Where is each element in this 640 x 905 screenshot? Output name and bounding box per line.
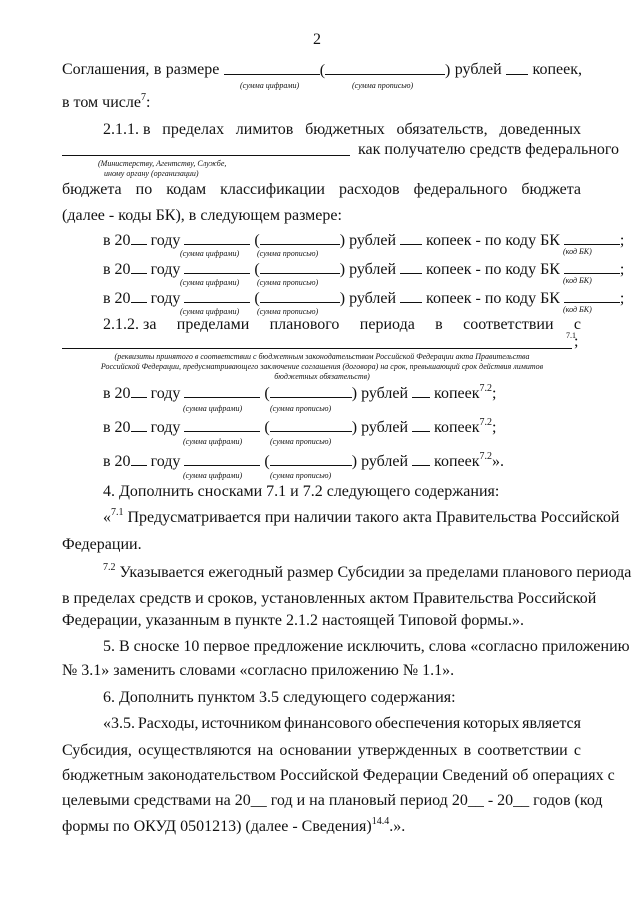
fn71-line2: Федерации. <box>62 536 142 553</box>
hint-row1-words: (сумма прописью) <box>257 249 319 258</box>
p35-line4: целевыми средствами на 20__ год и на плановый период 20__ - 20__ годов (код <box>62 792 603 809</box>
item-4: 4. Дополнить сносками 7.1 и 7.2 следующего содержания: <box>103 483 500 500</box>
word: 2.1.1. в <box>103 121 151 138</box>
item-6: 6. Дополнить пунктом 3.5 следующего содержания: <box>103 689 456 706</box>
p35-line5: формы по ОКУД 0501213) (далее - Сведения)$^{14.4}$.». <box>62 815 406 835</box>
word: бюджета <box>62 181 122 198</box>
amount-digits-blank[interactable]: ( ) <box>224 60 451 81</box>
item-5-line2: № 3.1» заменить словами «согласно приложению № 1.1». <box>62 662 455 679</box>
fn72-line3: Федерации, указанным в пункте 2.1.2 настоящей Типовой формы.». <box>62 612 525 629</box>
word: кодам <box>166 181 207 198</box>
p35-line1: «3.5. Расходы, источником финансового обеспечения которых является <box>103 715 581 732</box>
hint-y2-words: (сумма прописью) <box>270 437 332 446</box>
yr2-row-2: в 20 году ( ) рублей копеек$^{7.2}$; <box>103 416 497 436</box>
p212-semicolon: ; <box>574 333 579 350</box>
recipient-blank[interactable] <box>62 155 350 156</box>
hint-row3-digits: (сумма цифрами) <box>180 307 240 316</box>
hint-ministry: (Министерству, Агентству, Службе, <box>98 159 227 168</box>
p211-line4: (далее - коды БК), в следующем размере: <box>62 207 342 224</box>
hint-act-3: бюджетных обязательств) <box>274 372 370 381</box>
word: доведенных <box>499 121 581 138</box>
word: лимитов <box>235 121 294 138</box>
word: по <box>135 181 153 198</box>
fn72-line2: в пределах средств и сроков, установленных актом Правительства Российской <box>62 590 597 607</box>
year-row-2: в 20 году ( ) рублей копеек - по коду БК ; <box>103 261 625 278</box>
kopeck-blank[interactable] <box>506 60 528 81</box>
word: рублей <box>454 61 502 78</box>
fn72-line1: $^{7.2}$ Указывается ежегодный размер Субсидии за пределами планового периода <box>103 561 632 581</box>
p211-line3 <box>62 180 581 200</box>
item-5-line1: 5. В сноске 10 первое предложение исключить, слова «согласно приложению <box>103 638 630 655</box>
fn71-line1: «$^{7.1}$ Предусматривается при наличии такого акта Правительства Российской <box>103 506 620 526</box>
p211-line1 <box>103 120 581 140</box>
hint-words: (сумма прописью) <box>352 81 414 90</box>
footnote-ref: 7 <box>140 91 146 103</box>
word: пределах <box>162 121 225 138</box>
yr2-row-1: в 20 году ( ) рублей копеек$^{7.2}$; <box>103 382 497 402</box>
word: расходов <box>338 181 400 198</box>
year-row-3: в 20 году ( ) рублей копеек - по коду БК ; <box>103 290 625 307</box>
hint-row2-words: (сумма прописью) <box>257 278 319 287</box>
word: федерального <box>413 181 508 198</box>
word: размере <box>165 61 220 78</box>
hint-digits: (сумма цифрами) <box>240 81 300 90</box>
line-agreement-amount <box>62 60 582 81</box>
hint-act-1: (реквизиты принятого в соответствии с бюджетным законодательством Российской Федерации акта Правительства <box>114 352 530 361</box>
word: копеек, <box>532 61 582 78</box>
p212-sup: 7.1 <box>566 331 576 340</box>
hint-row3-code: (код БК) <box>563 305 592 314</box>
word: Соглашения, <box>62 61 150 78</box>
act-details-blank[interactable] <box>62 348 572 349</box>
yr2-row-3: в 20 году ( ) рублей копеек$^{7.2}$». <box>103 450 505 470</box>
year-row-1: в 20 году ( ) рублей копеек - по коду БК ; <box>103 232 625 249</box>
hint-row2-code: (код БК) <box>563 276 592 285</box>
word: бюджета <box>521 181 581 198</box>
hint-row3-words: (сумма прописью) <box>257 307 319 316</box>
word: в <box>153 61 162 78</box>
hint-act-2: Российской Федерации, предусматривающего заключение соглашения (договора) на срок, превышающий срок действия лимитов <box>100 362 544 371</box>
hint-y1-digits: (сумма цифрами) <box>183 404 243 413</box>
text: в том числе <box>62 94 141 111</box>
hint-y3-digits: (сумма цифрами) <box>183 471 243 480</box>
hint-y3-words: (сумма прописью) <box>270 471 332 480</box>
p35-line3: бюджетным законодательством Российской Федерации Сведений об операциях с <box>62 767 615 784</box>
hint-y1-words: (сумма прописью) <box>270 404 332 413</box>
including-line <box>62 93 150 113</box>
word: бюджетных <box>305 121 385 138</box>
hint-row2-digits: (сумма цифрами) <box>180 278 240 287</box>
word: классификации <box>220 181 325 198</box>
page-number: 2 <box>313 31 321 48</box>
hint-row1-code: (код БК) <box>563 247 592 256</box>
p211-line2: как получателю средств федерального <box>358 141 620 158</box>
p35-line2: Субсидия, осуществляются на основании утвержденных в соответствии с <box>62 742 581 759</box>
word: обязательств, <box>396 121 488 138</box>
hint-row1-digits: (сумма цифрами) <box>180 249 240 258</box>
hint-organ: иному органу (организации) <box>104 169 199 178</box>
hint-y2-digits: (сумма цифрами) <box>183 437 243 446</box>
p212-line1: 2.1.2. за пределами планового периода в соответствии с <box>103 316 581 333</box>
text: : <box>145 94 151 111</box>
